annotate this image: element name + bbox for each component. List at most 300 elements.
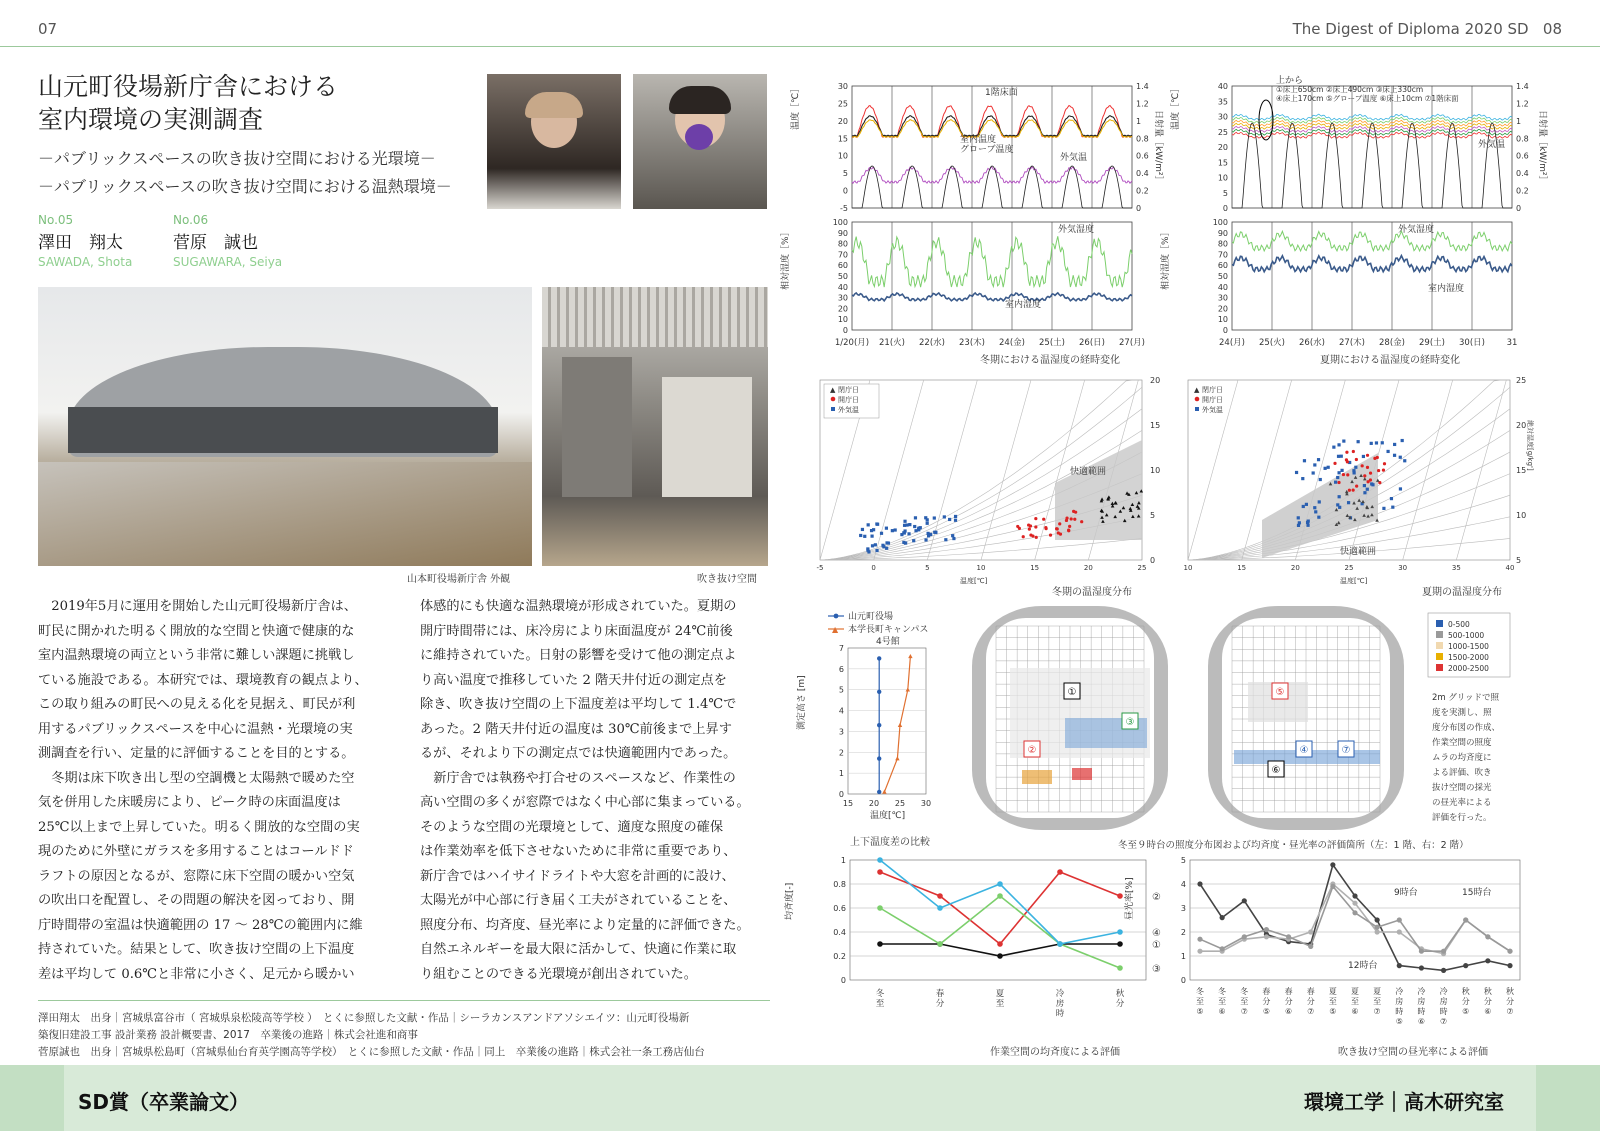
- daylight-point: [1463, 917, 1468, 922]
- label-summer-outdoor-humidity: 外気湿度: [1398, 225, 1435, 235]
- illuminance-note-line: 2m グリッドで照: [1432, 693, 1500, 703]
- data-point: [1018, 527, 1021, 530]
- footer-notes: [38, 1010, 778, 1061]
- tick-label: 3: [1180, 904, 1186, 913]
- body-column-2: [420, 595, 768, 987]
- uniformity-point: [1057, 941, 1063, 947]
- category-label: 夏: [1328, 987, 1337, 996]
- daylight-point: [1485, 934, 1490, 939]
- daylight-point: [1507, 949, 1512, 954]
- uniformity-ylabel: 均斉度[-]: [785, 882, 795, 920]
- data-point: [1035, 536, 1038, 539]
- data-point: [1337, 455, 1340, 458]
- winter-humidity-ylabel: 相対湿度［%］: [781, 227, 791, 290]
- body-line: あった。2 階天井付近の温度は 30℃前後まで上昇す: [420, 721, 732, 737]
- day-label: 28(金): [1379, 338, 1405, 348]
- data-point: [913, 525, 916, 528]
- daylight-point: [1375, 929, 1380, 934]
- tick-label: 20: [868, 799, 880, 808]
- tick-label: 0: [871, 564, 876, 572]
- yamamoto-point: [877, 690, 881, 694]
- category-label: 時: [1395, 1007, 1404, 1016]
- uniformity-point: [997, 953, 1003, 959]
- category-label: 至: [1196, 997, 1204, 1006]
- tick-label: 10: [837, 151, 848, 161]
- data-point: [859, 534, 862, 537]
- daylight-point: [1197, 937, 1202, 942]
- category-label: 分: [1306, 997, 1315, 1006]
- daylight-point: [1397, 917, 1402, 922]
- daylight-point: [1375, 925, 1380, 930]
- daylight-point: [1197, 881, 1202, 886]
- label-globe-temp: グローブ温度: [960, 145, 1014, 155]
- plan-marker: ②: [1027, 745, 1037, 756]
- daylight-point: [1242, 898, 1247, 903]
- category-label: ⑦: [1240, 1007, 1248, 1016]
- data-point: [1362, 455, 1365, 458]
- author-number: No.05: [38, 213, 74, 227]
- footer-note: 築復旧建設工事 設計業務 設計概要書、2017 卒業後の進路｜株式会社進和商事: [38, 1029, 418, 1041]
- category-label: ⑥: [1351, 1007, 1359, 1016]
- tick-label: 90: [837, 228, 848, 238]
- summer-humidity-chart: [1159, 222, 1512, 330]
- tick-label: 0.8: [1136, 134, 1149, 144]
- tick-label: 20: [1516, 421, 1527, 430]
- daylight-point: [1507, 963, 1512, 968]
- floorplan-caption: 冬至９時台の照度分布図および均斉度・昼光率の評価箇所（左：1 階、右：2 階）: [1118, 840, 1469, 851]
- tick-label: 100: [832, 218, 848, 227]
- label-room-humidity: 室内湿度: [1005, 300, 1042, 310]
- data-point: [1381, 441, 1384, 444]
- data-point: [929, 533, 932, 536]
- data-point: [1347, 501, 1350, 504]
- daylight-point: [1419, 949, 1424, 954]
- tick-label: 30: [837, 82, 848, 91]
- data-point: [1382, 469, 1385, 472]
- tick-label: 30: [1398, 564, 1408, 572]
- day-label: 1/20(月): [834, 338, 870, 348]
- tick-label: 80: [1217, 239, 1228, 249]
- legend-closed-day: 閉庁日: [838, 386, 859, 394]
- winter-humidity-chart: [779, 222, 1132, 330]
- data-point: [1355, 485, 1358, 488]
- label-summer-room-humidity: 室内湿度: [1428, 284, 1465, 294]
- data-point: [1393, 454, 1396, 457]
- data-point: [1342, 473, 1345, 476]
- data-point: [1065, 517, 1068, 520]
- data-point: [861, 528, 864, 531]
- uniformity-point: [1117, 965, 1123, 971]
- uniformity-point: [1117, 929, 1123, 935]
- tick-label: 5: [842, 169, 848, 179]
- data-point: [1317, 458, 1320, 461]
- category-label: 夏: [1373, 987, 1382, 996]
- category-label: 冷: [1395, 987, 1404, 996]
- body-line: 体感的にも快適な温熱環境が形成されていた。夏期の: [420, 599, 737, 614]
- day-label: 27(月): [1119, 338, 1145, 348]
- data-point: [933, 516, 936, 519]
- tick-label: 1.4: [1516, 82, 1529, 91]
- category-label: 春: [1306, 987, 1315, 996]
- data-point: [1067, 529, 1070, 532]
- category-label: 房: [1417, 997, 1426, 1006]
- daylight-caption: 吹き抜け空間の昼光率による評価: [1338, 1047, 1488, 1058]
- bottom-bar-accent-left: [0, 1065, 64, 1131]
- tick-label: 50: [1217, 272, 1228, 281]
- daylight-point: [1397, 963, 1402, 968]
- tick-label: 30: [920, 799, 932, 808]
- data-point: [917, 528, 920, 531]
- uniformity-point: [877, 869, 883, 875]
- uniformity-point: [937, 905, 943, 911]
- tick-label: 1.2: [1136, 99, 1149, 109]
- data-point: [875, 549, 878, 552]
- data-point: [952, 537, 955, 540]
- data-point: [1306, 521, 1309, 524]
- daylight-point: [1220, 946, 1225, 951]
- series-tag: ④: [1152, 928, 1161, 939]
- category-label: 冬: [1196, 987, 1204, 996]
- summer-legend-title: 上から: [1276, 76, 1304, 86]
- body-line: 自然エネルギーを最大限に活かして、快適に作業に取: [420, 942, 737, 957]
- summer-psy-caption: 夏期の温湿度分布: [1422, 587, 1502, 598]
- data-point: [1301, 477, 1304, 480]
- illuminance-note-line: よる評価、吹き: [1432, 768, 1492, 778]
- subtitle-1: －パブリックスペースの吹き抜け空間における光環境－: [38, 149, 436, 168]
- body-line: この取り組みの町民への見える化を見据え、町民が利: [38, 697, 356, 712]
- category-label: 分: [1483, 997, 1492, 1006]
- winter-solar-ylabel: 日射量［kW/m²］: [1153, 110, 1163, 185]
- body-line: 気を併用した床暖房により、ピーク時の床面温度は: [38, 795, 341, 810]
- author-roman: SUGAWARA, Seiya: [173, 255, 283, 269]
- summer-room-humidity-series: [1232, 256, 1512, 272]
- series-tag: ③: [1152, 964, 1161, 975]
- data-point: [1305, 503, 1308, 506]
- data-point: [1352, 450, 1355, 453]
- author-name: 澤田 翔太: [38, 233, 123, 253]
- vertical-legend-campus-sub: 4号館: [876, 637, 900, 647]
- body-line: の吹出口を配置し、その問題の解決を図っており、開: [38, 893, 355, 908]
- tick-label: -5: [840, 204, 848, 213]
- data-point: [1399, 456, 1402, 459]
- data-point: [1337, 443, 1340, 446]
- uniformity-point: [997, 893, 1003, 899]
- vertical-legend-yamamoto: 山元町役場: [848, 612, 894, 622]
- data-point: [1042, 518, 1045, 521]
- category-label: 冷: [1055, 989, 1065, 999]
- tick-label: 5: [1516, 556, 1522, 565]
- day-label: 23(木): [959, 338, 985, 348]
- series-tag: ②: [1152, 892, 1161, 903]
- tick-label: 10: [1150, 466, 1161, 475]
- category-label: ⑦: [1373, 1007, 1381, 1016]
- data-point: [1297, 516, 1300, 519]
- author-name: 菅原 誠也: [173, 233, 258, 253]
- body-line: ラフトの原因となるが、窓際に床下空間の暖かい空気: [38, 868, 355, 884]
- daylight-label-15: 15時台: [1462, 888, 1492, 898]
- category-label: 夏: [1351, 987, 1359, 996]
- tick-label: 15: [1516, 466, 1527, 475]
- atrium-caption: 吹き抜け空間: [697, 574, 757, 585]
- tick-label: 0: [1180, 976, 1186, 985]
- plan-marker: ④: [1299, 745, 1309, 756]
- body-line: 現のために外壁にガラスを多用することはコールドド: [38, 844, 354, 859]
- data-point: [914, 516, 917, 519]
- legend-label: 500-1000: [1448, 631, 1485, 640]
- tick-label: 5: [1180, 856, 1186, 865]
- plan-marker: ⑥: [1271, 765, 1281, 776]
- title-line-2: 室内環境の実測調査: [38, 105, 264, 134]
- uniformity-point: [937, 941, 943, 947]
- legend-outdoor: 外気温: [838, 406, 859, 414]
- daylight-point: [1220, 915, 1225, 920]
- data-point: [871, 544, 874, 547]
- data-point: [954, 515, 957, 518]
- summer-legend-line2: ④床上170cm ⑤グローブ温度 ⑥床上10cm ⑦1階床面: [1276, 94, 1459, 103]
- yamamoto-point: [877, 656, 881, 660]
- label-floor1: 1階床面: [985, 88, 1018, 98]
- tick-label: 5: [838, 685, 844, 695]
- category-label: ⑥: [1484, 1007, 1492, 1016]
- daylight-point: [1286, 934, 1291, 939]
- data-point: [1049, 534, 1052, 537]
- winter-floor-series: [852, 106, 1132, 138]
- award-label: SD賞（卒業論文）: [78, 1090, 250, 1114]
- body-line: 開庁時間帯には、床冷房により床面温度が 24℃前後: [420, 623, 733, 639]
- illuminance-legend: [1428, 613, 1510, 677]
- tick-label: 1.4: [1136, 82, 1149, 91]
- tick-label: 20: [1150, 376, 1161, 385]
- body-line: 新庁舎ではハイサイドライトや大窓を計画的に設け、: [420, 868, 735, 884]
- vertical-temp-chart: [795, 610, 928, 821]
- tick-label: 20: [1290, 564, 1300, 572]
- category-label: 春: [935, 989, 945, 999]
- tick-label: 0.8: [1516, 134, 1529, 144]
- subtitle-2: －パブリックスペースの吹き抜け空間における温熱環境－: [38, 177, 452, 196]
- data-point: [1302, 505, 1305, 508]
- body-line: に維持されていた。日射の影響を受けて他の測定点よ: [420, 648, 737, 663]
- legend-label: 0-500: [1448, 620, 1470, 629]
- category-label: ⑤: [1462, 1007, 1470, 1016]
- daylight-point: [1330, 884, 1335, 889]
- data-point: [867, 523, 870, 526]
- data-point: [891, 529, 894, 532]
- data-point: [1028, 528, 1031, 531]
- body-line: 室内温熱環境の両立という非常に難しい課題に挑戦し: [38, 648, 355, 663]
- legend-swatch: [1436, 653, 1443, 660]
- data-point: [1306, 524, 1309, 527]
- data-point: [1080, 520, 1083, 523]
- uniformity-point: [937, 893, 943, 899]
- daylight-point: [1330, 862, 1335, 867]
- uniformity-point: [877, 941, 883, 947]
- category-label: 時: [1417, 1007, 1426, 1016]
- daylight-point: [1441, 949, 1446, 954]
- author-card-2: [173, 213, 323, 269]
- data-point: [1357, 440, 1360, 443]
- daylight-point: [1264, 934, 1269, 939]
- page-number-left: 07: [38, 20, 58, 38]
- category-label: 秋: [1115, 989, 1125, 999]
- daylight-point: [1308, 929, 1313, 934]
- winter-psy-caption: 冬期の温湿度分布: [1052, 587, 1132, 598]
- plan-marker: ⑤: [1275, 687, 1285, 698]
- category-label: 春: [1284, 987, 1293, 996]
- tick-label: 35: [1217, 97, 1228, 107]
- body-line: 用するパブリックスペースを中心に温熱・光環境の実: [38, 721, 353, 737]
- tick-label: 20: [1217, 143, 1228, 152]
- data-point: [1383, 462, 1386, 465]
- tick-label: 40: [1217, 82, 1228, 91]
- tick-label: 0.2: [1516, 186, 1529, 196]
- daylight-point: [1375, 917, 1380, 922]
- summer-psy-xlabel: 温度[℃]: [1340, 577, 1368, 585]
- body-line: 持されていた。結果として、吹き抜け空間の上下温度: [38, 942, 355, 957]
- legend-label: 1500-2000: [1448, 653, 1489, 662]
- category-label: ⑥: [1417, 1017, 1426, 1026]
- legend-closed-day: 閉庁日: [1202, 386, 1223, 394]
- category-label: 時: [1439, 1007, 1448, 1016]
- tick-label: 10: [1516, 511, 1527, 520]
- plan-marker: ⑦: [1341, 745, 1351, 756]
- data-point: [904, 541, 907, 544]
- summer-psy-legend: [1194, 385, 1223, 414]
- tick-label: 90: [1217, 228, 1228, 238]
- data-point: [1340, 455, 1343, 458]
- author-roman: SAWADA, Shota: [38, 255, 133, 269]
- campus-point: [898, 723, 902, 727]
- winter-comfort-label: 快適範囲: [1070, 467, 1107, 477]
- category-label: 至: [1373, 997, 1382, 1006]
- category-label: ⑤: [1395, 1017, 1403, 1026]
- data-point: [1348, 489, 1351, 492]
- exterior-caption: 山本町役場新庁舎 外観: [407, 574, 511, 585]
- body-line: 照度分布、均斉度、昼光率により定量的に評価できた。: [420, 917, 750, 933]
- uniformity-point: [1117, 893, 1123, 899]
- uniformity-point: [997, 941, 1003, 947]
- daylight-series-1: [1200, 865, 1510, 971]
- tick-label: 1: [1180, 952, 1186, 961]
- data-point: [1313, 506, 1316, 509]
- category-label: 分: [1115, 999, 1125, 1009]
- category-label: 秋: [1483, 987, 1492, 996]
- tick-label: 0: [842, 326, 848, 335]
- data-point: [1401, 439, 1404, 442]
- data-point: [1303, 459, 1306, 462]
- day-label: 25(土): [1039, 338, 1065, 348]
- data-point: [1337, 481, 1340, 484]
- tick-label: 100: [1212, 218, 1228, 227]
- vertical-legend-campus: 本学長町キャンパス: [848, 625, 929, 635]
- data-point: [1332, 446, 1335, 449]
- category-label: 冬: [875, 989, 885, 999]
- legend-swatch: [1436, 631, 1443, 638]
- tick-label: -5: [816, 564, 824, 572]
- data-point: [1386, 450, 1389, 453]
- winter-temp-ylabel: 温度［℃］: [791, 83, 801, 130]
- data-point: [908, 523, 911, 526]
- daylight-chart: [1123, 860, 1520, 980]
- journal-title: The Digest of Diploma 2020 SD: [1292, 20, 1529, 38]
- uniformity-caption: 作業空間の均斉度による評価: [990, 1047, 1120, 1058]
- daylight-point: [1441, 968, 1446, 973]
- body-line: 太陽光が中心部に行き届く工夫がされていることを、: [420, 893, 737, 908]
- category-label: ⑥: [1284, 1007, 1293, 1016]
- data-point: [870, 535, 873, 538]
- data-point: [1312, 471, 1315, 474]
- data-point: [1073, 518, 1076, 521]
- tick-label: 6: [838, 664, 844, 674]
- label-outdoor-humidity: 外気湿度: [1058, 225, 1095, 235]
- tick-label: 20: [1083, 564, 1093, 572]
- tick-label: 0.8: [833, 880, 846, 889]
- data-point: [867, 550, 870, 553]
- body-line: 差は平均して 0.6℃と非常に小さく、足元から暖かい: [38, 966, 355, 982]
- tick-label: 5: [1222, 188, 1228, 198]
- illuminance-note-line: ムラの均斉度に: [1432, 753, 1492, 763]
- data-point: [1317, 516, 1320, 519]
- category-label: 分: [1262, 997, 1271, 1006]
- data-point: [948, 518, 951, 521]
- campus-point: [908, 654, 912, 658]
- data-point: [1070, 517, 1073, 520]
- label-summer-outdoor: 外気温: [1478, 140, 1506, 150]
- tick-label: 30: [1217, 112, 1228, 122]
- tick-label: 7: [838, 644, 844, 653]
- legend-label: 1000-1500: [1448, 642, 1489, 651]
- footer-rule: [38, 1000, 770, 1001]
- category-label: ⑦: [1506, 1007, 1514, 1016]
- winter-outdoor-humidity-series: [852, 236, 1132, 287]
- category-label: 冬: [1240, 987, 1249, 996]
- body-line: 測調査を行い、定量的に評価することを目的とする。: [38, 746, 355, 761]
- winter-solar-series: [852, 166, 1132, 208]
- daylight-point: [1352, 901, 1357, 906]
- winter-psy-legend: [824, 384, 879, 418]
- tick-label: 60: [837, 261, 848, 271]
- data-point: [881, 544, 884, 547]
- data-point: [872, 528, 875, 531]
- tick-label: 0.6: [1136, 151, 1149, 161]
- summer-temp-ylabel: 温度［℃］: [1171, 83, 1181, 130]
- tick-label: 15: [1217, 158, 1228, 168]
- data-point: [1029, 524, 1032, 527]
- tick-label: 0: [1516, 204, 1522, 213]
- legend-swatch: [1436, 642, 1443, 649]
- data-point: [1346, 460, 1349, 463]
- data-point: [1363, 474, 1366, 477]
- data-point: [1377, 469, 1380, 472]
- vertical-xlabel: 温度[℃]: [870, 811, 906, 821]
- tick-label: 0.2: [833, 952, 846, 961]
- tick-label: 20: [1217, 304, 1228, 314]
- tick-label: 1: [1516, 116, 1522, 126]
- tick-label: 5: [1150, 511, 1156, 520]
- daylight-label-12: 12時台: [1348, 961, 1378, 971]
- summer-outdoor-humidity-series: [1232, 231, 1512, 251]
- tick-label: 15: [842, 799, 854, 808]
- data-point: [924, 538, 927, 541]
- tick-label: 25: [1516, 376, 1527, 385]
- daylight-point: [1463, 963, 1468, 968]
- data-point: [951, 534, 954, 537]
- day-label: 24(月): [1219, 338, 1245, 348]
- tick-label: 70: [837, 250, 848, 260]
- data-point: [933, 531, 936, 534]
- body-line: 新庁舎では執務や打合せのスペースなど、作業性の: [433, 770, 736, 786]
- tick-label: 0: [838, 790, 844, 799]
- tick-label: 25: [837, 99, 848, 109]
